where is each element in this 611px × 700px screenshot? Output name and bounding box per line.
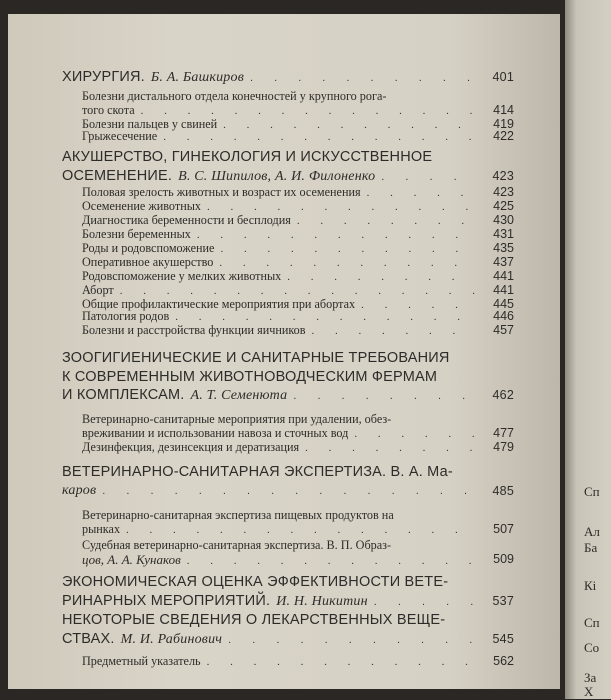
dot-leader	[354, 428, 476, 442]
toc-line-text: Патология родов	[82, 309, 170, 323]
toc-author: цов, А. А. Кунаков	[82, 551, 181, 567]
book-page-right	[565, 0, 611, 699]
toc-line-text: вреживании и использовании навоза и сточных вод	[82, 425, 349, 440]
toc-author: каров	[62, 482, 97, 498]
toc-line-text: Осеменение животных	[82, 199, 202, 213]
facing-page-text: Ба	[584, 540, 598, 555]
toc-page-number: 423	[492, 168, 514, 183]
toc-line-text: Болезни и расстройства функции яичников	[82, 323, 306, 337]
toc-subsection	[82, 413, 512, 442]
toc-page-number: 545	[492, 631, 514, 646]
toc-page-number: 441	[493, 269, 514, 283]
toc-subsection	[82, 441, 512, 456]
toc-subsection	[82, 90, 512, 119]
toc-line-text: ВЕТЕРИНАРНО-САНИТАРНАЯ ЭКСПЕРТИЗА. В. А. Ма-	[62, 464, 453, 480]
toc-line-text: Общие профилактические мероприятия при абортах	[82, 297, 356, 311]
facing-page-text: За	[584, 670, 597, 685]
toc-subsection	[82, 655, 512, 670]
dot-leader	[197, 229, 476, 243]
toc-line-text: Ветеринарно-санитарная экспертиза пищевых продуктов на	[82, 508, 394, 522]
toc-line-text: Оперативное акушерство	[82, 255, 214, 269]
toc-line-text: НЕКОТОРЫЕ СВЕДЕНИЯ О ЛЕКАРСТВЕННЫХ ВЕЩЕ-	[62, 612, 446, 628]
dot-leader	[381, 168, 476, 187]
toc-section	[62, 148, 512, 186]
facing-page-text: Сп	[584, 484, 600, 499]
toc-section	[62, 611, 512, 649]
toc-page-number: 423	[493, 185, 514, 199]
dot-leader	[187, 555, 476, 569]
dot-leader	[163, 131, 476, 145]
facing-page-text: Кі	[584, 578, 597, 593]
toc-page-number: 562	[493, 654, 514, 668]
toc-page-number: 479	[493, 440, 514, 454]
toc-page-number: 509	[493, 551, 514, 566]
toc-line-text: того скота	[82, 102, 135, 117]
toc-line-text: Дезинфекция, дезинсекция и дератизация	[82, 440, 300, 454]
toc-author: А. Т. Семенюта	[190, 388, 288, 403]
toc-line-text: Грыжесечение	[82, 129, 158, 143]
toc-page-number: 485	[492, 483, 514, 498]
toc-page-number: 437	[493, 255, 514, 269]
toc-page-number: 430	[493, 213, 514, 227]
toc-section	[62, 349, 512, 406]
toc-line-text: Половая зрелость животных и возраст их осеменения	[82, 185, 361, 199]
toc-page-number: 537	[492, 593, 514, 608]
toc-page-number: 507	[493, 521, 514, 536]
toc-line-text: Болезни дистального отдела конечностей у крупного рога-	[82, 89, 387, 103]
toc-section	[62, 68, 512, 88]
toc-page-number: 425	[493, 199, 514, 213]
toc-author: В. С. Шипилов, А. И. Филоненко	[178, 168, 376, 184]
toc-line-text: ЭКОНОМИЧЕСКАЯ ОЦЕНКА ЭФФЕКТИВНОСТИ ВЕТЕ-	[62, 574, 449, 590]
dot-leader	[250, 69, 476, 88]
toc-page-number: 419	[493, 117, 514, 131]
toc-page-number: 446	[493, 309, 514, 323]
toc-page-number: 462	[492, 388, 514, 402]
dot-leader	[102, 482, 476, 501]
toc-line-text: И КОМПЛЕКСАМ.	[62, 387, 185, 403]
facing-page-text: Сп	[584, 615, 600, 630]
toc-line-text: К СОВРЕМЕННЫМ ЖИВОТНОВОДЧЕСКИМ ФЕРМАМ	[62, 368, 438, 385]
toc-line-text: ХИРУРГИЯ.	[62, 69, 145, 85]
toc-section	[62, 463, 512, 500]
toc-line-text: Диагностика беременности и бесплодия	[82, 213, 291, 227]
dot-leader	[367, 187, 476, 201]
toc-page-number: 422	[493, 129, 514, 143]
facing-page-text: Х	[584, 684, 594, 699]
toc-page-number: 414	[493, 102, 514, 117]
toc-page-number: 457	[493, 323, 514, 337]
toc-line-text: Аборт	[82, 283, 114, 297]
toc-page-number: 477	[493, 425, 514, 440]
toc-page-number: 401	[492, 70, 514, 84]
dot-leader	[312, 325, 476, 339]
toc-subsection	[82, 509, 512, 538]
toc-page-number: 435	[493, 241, 514, 255]
dot-leader	[207, 656, 476, 670]
toc-subsection	[82, 324, 512, 339]
facing-page-text: Со	[584, 640, 600, 655]
toc-line-text: ЗООГИГИЕНИЧЕСКИЕ И САНИТАРНЫЕ ТРЕБОВАНИЯ	[62, 350, 450, 366]
toc-line-text: Ветеринарно-санитарные мероприятия при удалении, обез-	[82, 412, 392, 426]
dot-leader	[293, 387, 476, 406]
toc-author: М. И. Рабинович	[120, 631, 223, 647]
toc-line-text: Предметный указатель	[82, 654, 201, 668]
dot-leader	[305, 442, 476, 456]
facing-page-text: Ал	[584, 524, 600, 539]
toc-line-text: СТВАХ.	[62, 630, 115, 647]
toc-subsection	[82, 539, 512, 569]
toc-line-text: Роды и родовспоможение	[82, 241, 215, 255]
dot-leader	[126, 524, 476, 538]
toc-line-text: Судебная ветеринарно-санитарная экспертиза. В. П. Образ-	[82, 538, 392, 552]
toc-line-text: ОСЕМЕНЕНИЕ.	[62, 167, 173, 184]
toc-page-number: 431	[493, 227, 514, 241]
toc-author: Б. А. Башкиров	[150, 70, 244, 85]
toc-line-text: рынках	[82, 521, 121, 536]
dot-leader	[228, 631, 476, 650]
toc-line-text: РИНАРНЫХ МЕРОПРИЯТИЙ.	[62, 592, 271, 609]
toc-subsection	[82, 270, 512, 285]
toc-author: И. Н. Никитин	[276, 593, 368, 609]
toc-page-number: 445	[493, 297, 514, 311]
toc-subsection	[82, 130, 512, 145]
toc-line-text: Болезни пальцев у свиней	[82, 117, 218, 131]
dot-leader	[220, 243, 476, 257]
toc-line-text: АКУШЕРСТВО, ГИНЕКОЛОГИЯ И ИСКУССТВЕННОЕ	[62, 149, 433, 165]
dot-leader	[297, 215, 476, 229]
dot-leader	[287, 271, 476, 285]
dot-leader	[374, 593, 476, 612]
toc-line-text: Болезни беременных	[82, 227, 191, 241]
toc-line-text: Родовспоможение у мелких животных	[82, 269, 282, 283]
toc-page-number: 441	[493, 283, 514, 297]
toc-section	[62, 573, 512, 611]
